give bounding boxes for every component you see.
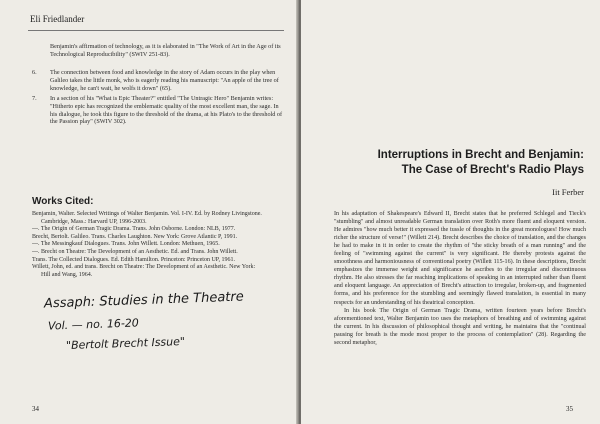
handwritten-note-line-1: Assaph: Studies in the Theatre [43,289,245,312]
running-head-rule [28,30,284,31]
works-cited-entry: Cambridge, Mass.: Harvard UP, 1996-2003. [41,218,147,225]
handwritten-note-line-3: "Bertolt Brecht Issue" [65,334,186,353]
endnote-6 [32,69,292,93]
left-page [0,0,298,424]
article-author: Iit Ferber [552,187,584,197]
endnote-number: 6. [32,69,37,76]
endnote-text: The connection between food and knowledge in the story of Adam occurs in the play when Galileo takes the little monk, who is eagerly reading his manuscript: "An apple of the tree of knowledge, he can't wait, he wolfs it down" (65). [50,69,279,92]
works-cited-entry: ---. The Origin of German Tragic Drama. Trans. John Osborne. London: NLB, 1977. [32,226,236,233]
works-cited-list [32,211,292,279]
body-paragraph: In his adaptation of Shakespeare's Edward II, Brecht states that he preferred Schlegel and Tieck's "stumbling" and almost unreadable German translation over Roth's more fluent and eloquent version. He admires "how much better it expressed the tussle of thoughts in the great monologues! How much richer the structure of verse!" (Willett 214). Brecht describes the choice of translation, and the changes he had to make in it in order to create the rhythm of "the sticky breath of a man running" and the feeling of "swimming against the current" is very significant. He thereby protests against the smoothness and harmoniousness of conventional poetry (Willett 115-16). In these descriptions, Brecht emphasizes the immense weight and significance he ascribes to the irregular and discontinuous rhythm. He also stresses the far reaching implications of speaking in an interrupted rather than fluent and eloquent language. An appreciation of Brecht's attraction to irregular, broken-up, and fragmented forms, and his preference for the stumbling and seemingly flawed translation, is essential in many respects for an understanding of his theatrical conception. [334,211,586,306]
article-title-line-1: Interruptions in Brecht and Benjamin: [377,149,584,161]
body-paragraph: In his book The Origin of German Tragic Drama, written fourteen years before Brecht's aforementioned text, Walter Benjamin too uses the metaphors of breathing and of swimming against the current. In his discussion of philosophical thought and writing, he maintains that the "continual pausing for breath is the mode most proper to the process of contemplation" (28). Regarding the second metaphor, [334,307,586,346]
running-head: Eli Friedlander [30,14,85,24]
page-number: 35 [566,405,573,413]
works-cited-entry: Hill and Wang, 1964. [41,271,93,278]
endnote-text: In a section of his "What is Epic Theater?" entitled "The Untragic Hero" Benjamin writes: "Hitherto epic has recognized the emblematic quality of the most excellent man, the sage. In his dialogue, he took this figure to the threshold of the drama, at his Plato's to the threshold of the Passion play" (SWIV 302). [50,95,283,126]
works-cited-entry: ---. Brecht on Theatre: The Development of an Aesthetic. Ed. and Trans. John Willett. [32,248,238,255]
works-cited-entry: Benjamin, Walter. Selected Writings of Walter Benjamin. Vol. I-IV. Ed. by Rodney Livingstone. [32,211,262,217]
article-body [334,210,586,347]
works-cited-entry: Willett, John, ed. and trans. Brecht on Theatre: The Development of an Aesthetic. New York: [32,264,256,271]
works-cited-entry: Trans. The Collected Dialogues. Ed. Edith Hamilton. Princeton: Princeton UP, 1961. [32,256,235,263]
endnote-continued [32,43,292,59]
article-title-line-2: The Case of Brecht's Radio Plays [401,164,584,176]
handwritten-note-line-2: Vol. — no. 16-20 [47,316,140,333]
endnote-number: 7. [32,95,37,102]
endnote-7 [32,95,292,135]
works-cited-entry: Brecht, Bertolt. Galileo. Trans. Charles Laughton. New York: Grove Atlantic P, 1991. [32,233,238,240]
page-number: 34 [32,405,39,413]
works-cited-entry: ---. The Messingkauf Dialogues. Trans. John Willett. London: Methuen, 1965. [32,241,220,248]
endnote-text: Benjamin's affirmation of technology, as it is elaborated in "The Work of Art in the Age of its Technological Reproducibility" (SWIV 251-83). [50,43,281,58]
article-title [334,148,584,178]
works-cited-heading: Works Cited: [32,196,94,207]
